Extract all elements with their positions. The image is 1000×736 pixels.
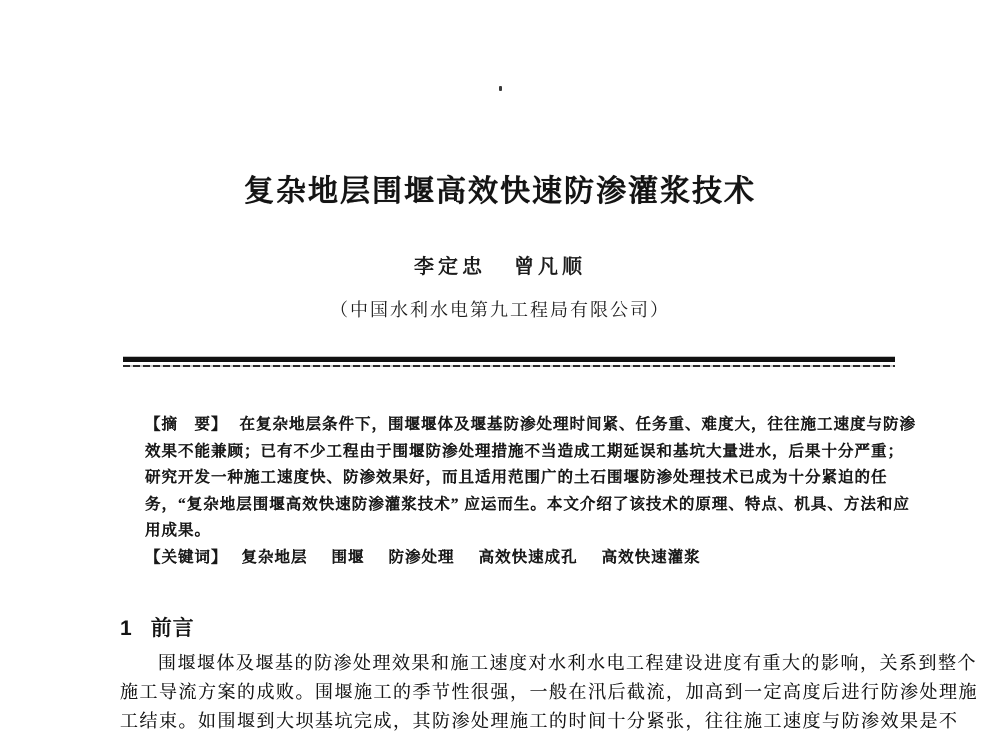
abstract-line: 务，“复杂地层围堰高效快速防渗灌浆技术” 应运而生。本文介绍了该技术的原理、特点、机具、方法和应: [145, 495, 910, 513]
abstract-line: 效果不能兼顾；已有不少工程由于围堰防渗处理措施不当造成工期延误和基坑大量进水，后果十分严重；: [145, 442, 905, 460]
body-line-clipped: 工结束。如围堰到大坝基坑完成，其防渗处理施工的时间十分紧张，往往施工速度与防渗效果是不: [120, 711, 959, 731]
keyword: 围堰: [331, 548, 365, 566]
body-line: 施工导流方案的成败。围堰施工的季节性很强，一般在汛后截流，加高到一定高度后进行防渗处理施: [120, 682, 978, 702]
abstract-text: 在复杂地层条件下，围堰堰体及堰基防渗处理时间紧、任务重、难度大，往往施工速度与防渗: [239, 416, 917, 433]
author-line: [0, 250, 1000, 279]
abstract-block: [145, 412, 917, 572]
keyword: 高效快速灌浆: [601, 548, 701, 566]
section-title: 前言: [150, 617, 195, 640]
paper-title: 复杂地层围堰高效快速防渗灌浆技术: [244, 175, 756, 208]
author-name: 曾凡顺: [514, 256, 586, 278]
author-name: 李定忠: [414, 256, 486, 278]
abstract-line: [145, 412, 917, 439]
body-paragraph: [120, 649, 978, 736]
abstract-line: 研究开发一种施工速度快、防渗效果好，而且适用范围广的土石围堰防渗处理技术已成为十分紧迫的任: [145, 469, 888, 487]
scan-artifact-dot: [499, 86, 502, 91]
body-line: 围堰堰体及堰基的防渗处理效果和施工速度对水利水电工程建设进度有重大的影响，关系到整个: [158, 653, 977, 673]
keyword: 复杂地层: [241, 548, 308, 566]
separator-thick-line: [123, 357, 895, 362]
abstract-line: 用成果。: [145, 522, 212, 540]
section-number: 1: [120, 617, 133, 640]
keyword: 防渗处理: [388, 548, 455, 566]
affiliation: （中国水利水电第九工程局有限公司）: [330, 300, 670, 320]
separator-thin-line: [123, 365, 895, 367]
section-heading: [120, 612, 195, 642]
abstract-label: 【摘 要】: [145, 416, 228, 433]
keywords-label: 【关键词】: [145, 548, 228, 566]
keyword: 高效快速成孔: [478, 548, 578, 566]
title-separator-rule: [123, 357, 895, 367]
keywords-line: [145, 545, 885, 572]
